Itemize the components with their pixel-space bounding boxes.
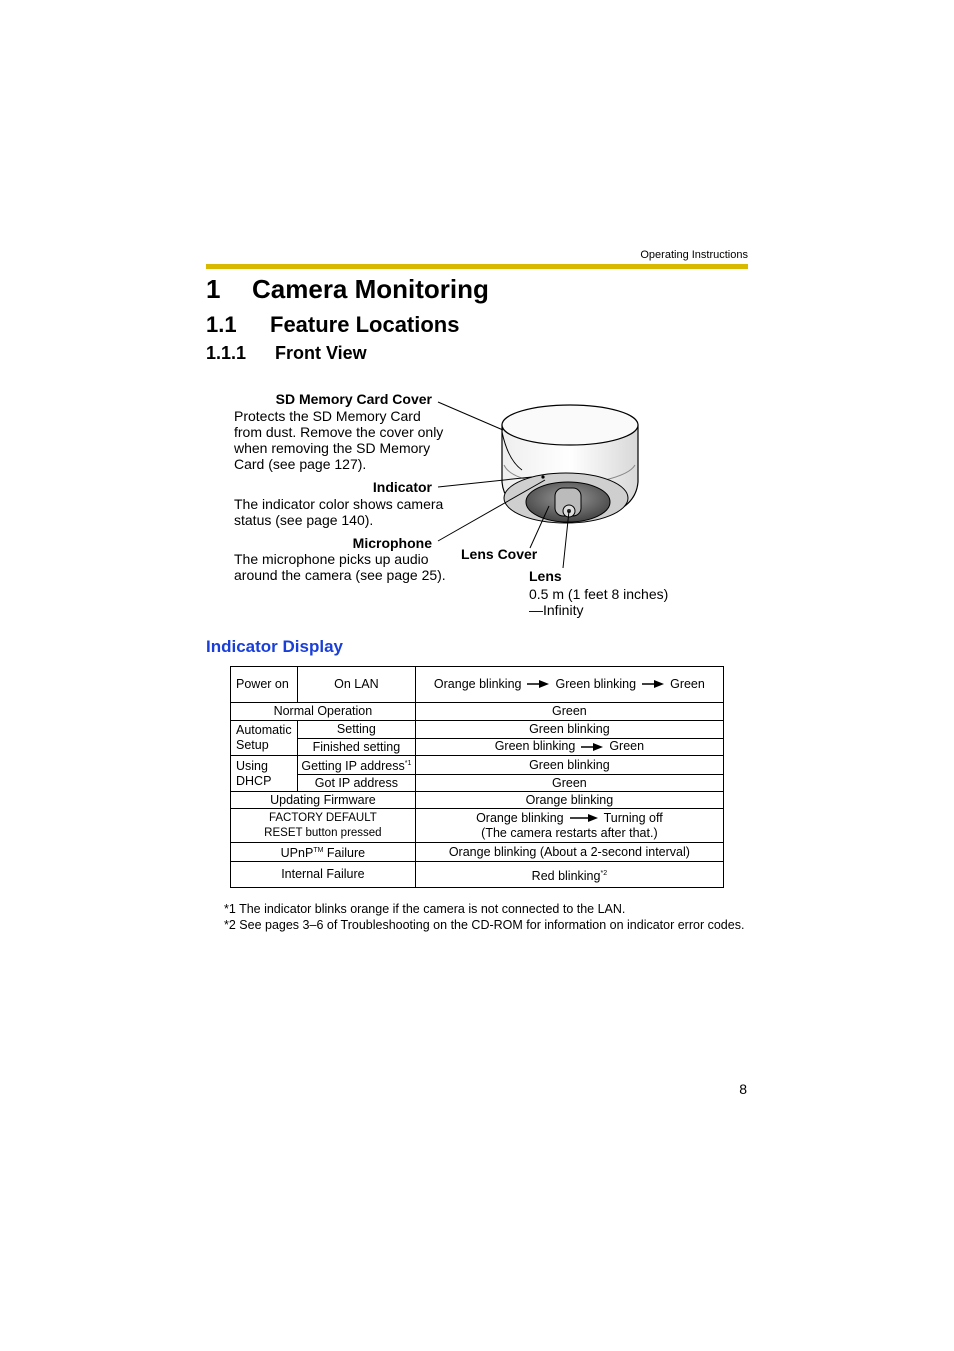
section-title-text: Feature Locations [270, 312, 460, 337]
table-row [231, 843, 724, 862]
section-number: 1.1 [206, 312, 237, 337]
sd-cover-title: SD Memory Card Cover [275, 391, 432, 407]
lens-leader [563, 511, 569, 568]
chapter-title-text: Camera Monitoring [252, 274, 489, 304]
running-header: Operating Instructions [640, 249, 748, 261]
indicator-leader [438, 477, 532, 487]
finished-setting-value: Green blinking Green [415, 739, 723, 756]
arrow-right-icon [642, 677, 664, 692]
arrow-right-icon [570, 811, 598, 826]
footnote-1: *1 The indicator blinks orange if the camera is not connected to the LAN. [224, 902, 626, 916]
factory-default-cell: FACTORY DEFAULT RESET button pressed [231, 809, 416, 843]
lens-title: Lens [529, 568, 562, 584]
microphone-desc: The microphone picks up audio around the camera (see page 25). [234, 551, 446, 583]
arrow-right-icon [581, 740, 603, 755]
table-row [231, 862, 724, 888]
lens-cover-title: Lens Cover [461, 546, 538, 562]
indicator-table [230, 666, 724, 888]
getting-ip-cell: Getting IP address$^{*1}$ [297, 756, 415, 775]
on-lan-cell: On LAN [297, 667, 415, 703]
got-ip-value: Green [415, 775, 723, 792]
updating-firmware-value: Orange blinking [415, 792, 723, 809]
table-row [231, 703, 724, 721]
upnp-cell: UPnP™ Failure [231, 843, 416, 862]
indicator-display-heading: Indicator Display [206, 637, 343, 656]
indicator-title: Indicator [372, 479, 432, 495]
arrow-right-icon [527, 677, 549, 692]
microphone-leader [438, 480, 545, 541]
internal-failure-cell: Internal Failure [231, 862, 416, 888]
updating-firmware-cell: Updating Firmware [231, 792, 416, 809]
normal-operation-value: Green [415, 703, 723, 721]
power-on-cell: Power on [231, 667, 298, 703]
sd-cover-desc: Protects the SD Memory Card from dust. Remove the cover only when removing the SD Memory Card (see page 127). [234, 408, 444, 472]
factory-default-value: Orange blinking Turning off (The camera restarts after that.) [415, 809, 723, 843]
lens-cover-leader [530, 506, 549, 548]
normal-operation-cell: Normal Operation [231, 703, 416, 721]
footnote-2: *2 See pages 3–6 of Troubleshooting on the CD-ROM for information on indicator error codes. [224, 918, 745, 932]
subsection-number: 1.1.1 [206, 343, 247, 363]
on-lan-value: Orange blinking Green blinking Green [415, 667, 723, 703]
indicator-desc: The indicator color shows camera status (see page 140). [234, 496, 444, 528]
setting-cell: Setting [297, 721, 415, 739]
table-row [231, 739, 724, 756]
table-row [231, 775, 724, 792]
getting-ip-value: Green blinking [415, 756, 723, 775]
page-number: 8 [739, 1081, 747, 1097]
got-ip-cell: Got IP address [297, 775, 415, 792]
chapter-number: 1 [206, 274, 221, 304]
microphone-title: Microphone [352, 535, 432, 551]
internal-failure-value: Red blinking$^{*2}$ [415, 862, 723, 888]
table-row [231, 721, 724, 739]
subsection-title-text: Front View [275, 343, 367, 363]
table-row [231, 667, 724, 703]
table-row [231, 809, 724, 843]
upnp-value: Orange blinking (About a 2-second interval) [415, 843, 723, 862]
setting-value: Green blinking [415, 721, 723, 739]
automatic-setup-cell: Automatic Setup [231, 721, 298, 756]
table-row [231, 792, 724, 809]
table-row [231, 756, 724, 775]
finished-setting-cell: Finished setting [297, 739, 415, 756]
using-dhcp-cell: Using DHCP [231, 756, 298, 792]
lens-desc: 0.5 m (1 feet 8 inches) —Infinity [529, 586, 669, 618]
sd-cover-leader [438, 402, 503, 430]
